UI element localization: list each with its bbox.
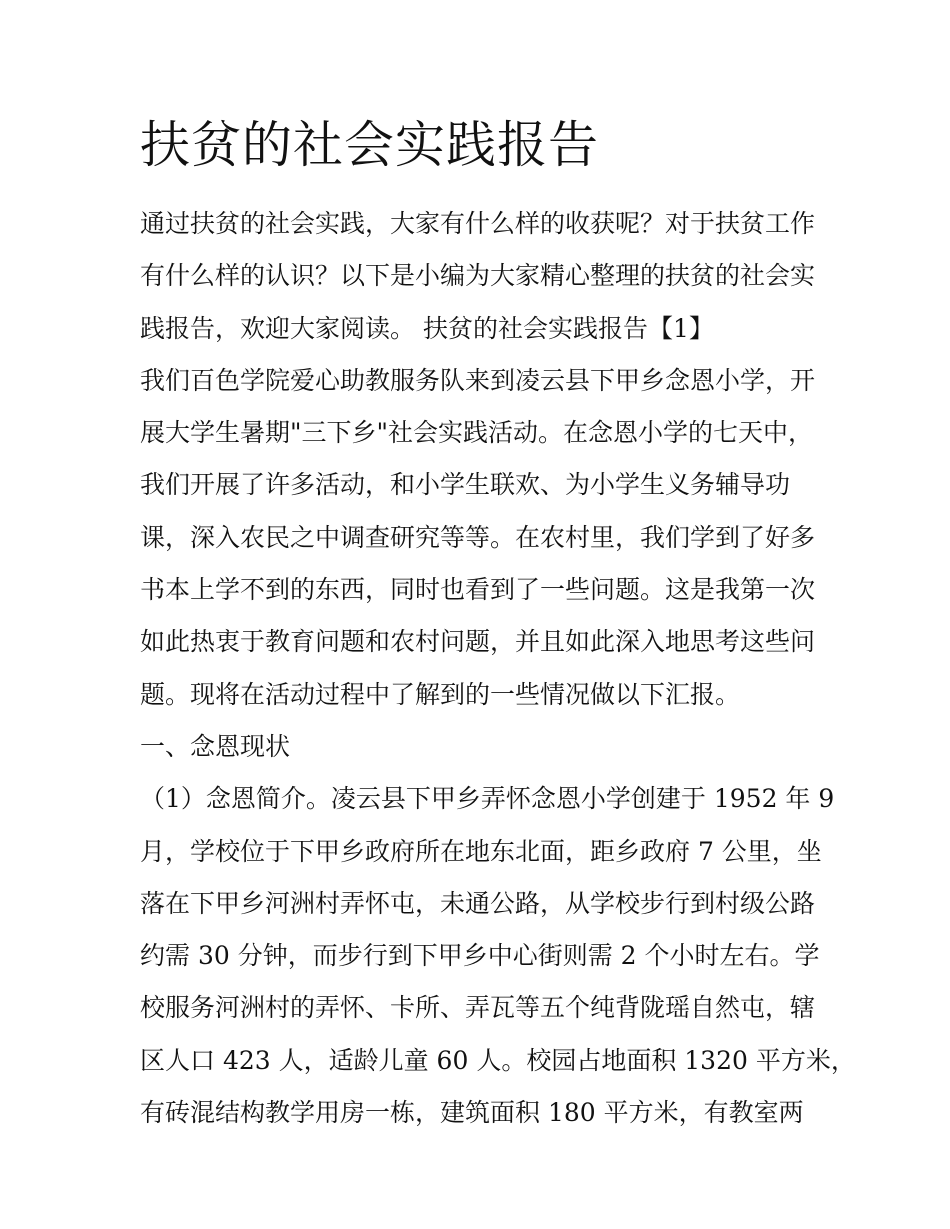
body-line: 区人口 423 人，适龄儿童 60 人。校园占地面积 1320 平方米， [140,1045,856,1075]
body-line: 有砖混结构教学用房一栋，建筑面积 180 平方米，有教室两 [140,1098,804,1128]
body-line: 校服务河洲村的弄怀、卡所、弄瓦等五个纯背陇瑶自然屯，辖 [140,993,816,1023]
body-line: 如此热衷于教育问题和农村问题，并且如此深入地思考这些问 [140,627,816,657]
body-line: 月，学校位于下甲乡政府所在地东北面，距乡政府 7 公里，坐 [140,836,822,866]
body-line: 有什么样的认识？以下是小编为大家精心整理的扶贫的社会实 [140,261,816,291]
body-line: 书本上学不到的东西，同时也看到了一些问题。这是我第一次 [140,575,816,605]
body-line: 展大学生暑期"三下乡"社会实践活动。在念恩小学的七天中， [140,418,814,448]
section-heading: 一、念恩现状 [140,731,291,761]
document-page [140,112,856,1139]
body-line: 约需 30 分钟，而步行到下甲乡中心街则需 2 个小时左右。学 [140,941,820,971]
body-line: 落在下甲乡河洲村弄怀屯，未通公路，从学校步行到村级公路 [140,888,816,918]
document-body [140,198,856,1139]
body-line: 我们百色学院爱心助教服务队来到凌云县下甲乡念恩小学，开 [140,365,816,395]
body-line: 课，深入农民之中调查研究等等。在农村里，我们学到了好多 [140,522,816,552]
body-line: 通过扶贫的社会实践，大家有什么样的收获呢？对于扶贫工作 [140,209,816,238]
body-line: （1）念恩简介。凌云县下甲乡弄怀念恩小学创建于 1952 年 9 [140,784,835,814]
document-title: 扶贫的社会实践报告 [140,116,599,174]
body-line: 题。现将在活动过程中了解到的一些情况做以下汇报。 [140,679,741,709]
body-line: 我们开展了许多活动，和小学生联欢、为小学生义务辅导功 [140,470,791,500]
body-line: 践报告，欢迎大家阅读。 扶贫的社会实践报告【1】 [140,313,714,343]
